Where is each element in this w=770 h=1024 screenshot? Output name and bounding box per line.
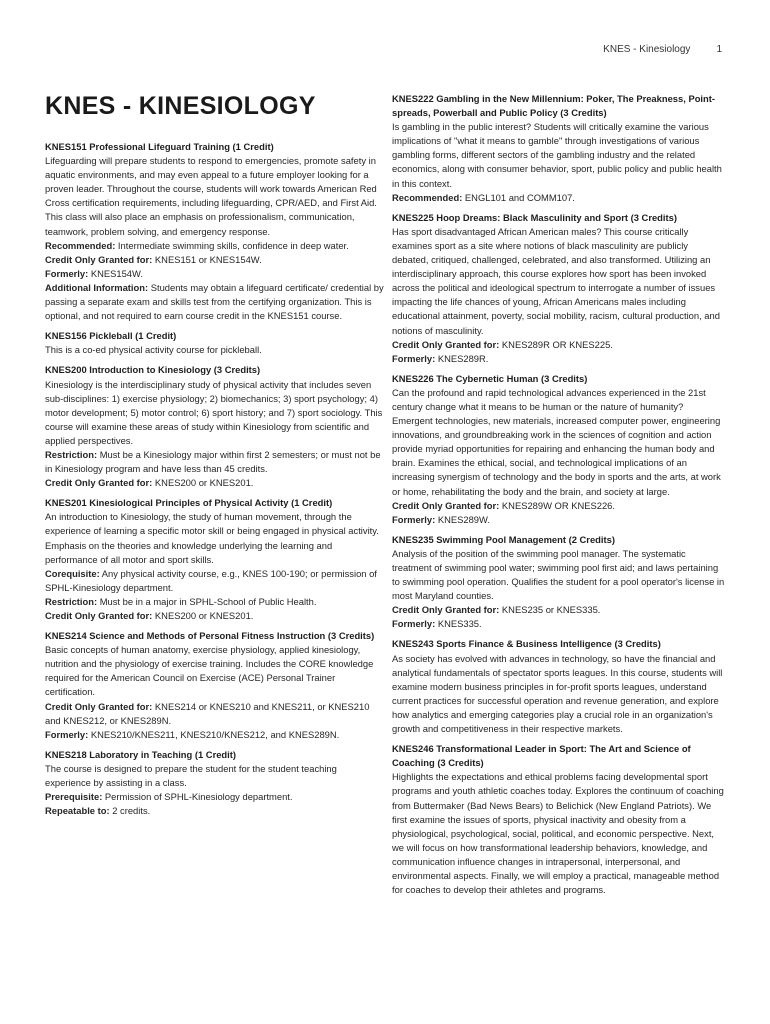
course-description: Basic concepts of human anatomy, exercise physiology, applied kinesiology, nutrition and the physiology of exercise training. Includes the CORE knowledge required for the American Council on Exercise (ACE) Personal Trainer certification. <box>45 644 374 698</box>
field-value: KNES200 or KNES201. <box>152 477 254 489</box>
field-label: Credit Only Granted for: <box>45 253 153 265</box>
course-title: KNES200 Introduction to Kinesiology (3 Credits) <box>45 364 261 376</box>
course-entry <box>45 629 385 742</box>
course-title: KNES151 Professional Lifeguard Training (1 Credit) <box>45 141 274 152</box>
course-title: KNES226 The Cybernetic Human (3 Credits) <box>392 372 588 384</box>
field-label: Additional Information: <box>45 281 149 293</box>
course-description: As society has evolved with advances in technology, so have the financial and analytical fundamentals of spectator sports leagues. In this course, students will examine modern business principles in for-profit sports leagues, understand current practices for successful operation and revenue generation, and explore how analytics and emerging categories play a crucial role in an organization's growth and competitiveness in their respective markets. <box>392 652 723 735</box>
course-entry <box>392 211 726 366</box>
right-column <box>392 92 726 903</box>
course-title: KNES235 Swimming Pool Management (2 Credits) <box>392 533 615 545</box>
field-value: Must be in a major in SPHL-School of Public Health. <box>97 595 317 607</box>
field-value: ENGL101 and COMM107. <box>462 191 575 203</box>
course-field <box>45 790 385 804</box>
course-field <box>392 513 726 527</box>
course-field <box>45 609 385 623</box>
field-value: KNES200 or KNES201. <box>152 610 254 621</box>
course-description: Is gambling in the public interest? Students will critically examine the various implications of "what it means to gamble" through investigations of various gambling forms, different sectors of the gambling industry and the related economics, along with consumer behavior, sport, public policy and public health in this context. <box>392 121 722 189</box>
field-label: Credit Only Granted for: <box>45 477 153 489</box>
course-entry <box>392 533 726 632</box>
course-description: The course is designed to prepare the student for the student teaching experience by assisting in a class. <box>45 762 337 789</box>
course-field <box>392 191 726 205</box>
field-value: KNES235 or KNES335. <box>499 604 601 616</box>
course-field <box>392 338 726 352</box>
course-description: Kinesiology is the interdisciplinary study of physical activity that includes seven sub-disciplines: 1) exercise physiology; 2) biomechanics; 3) sport psychology; 4) motor development; 5) motor control; 6) sport history; and 7) sport sociology. This course will examine these areas of study within Kinesiology from scientific and applied perspectives. <box>45 378 383 446</box>
field-value: KNES154W. <box>88 267 143 279</box>
field-label: Restriction: <box>45 448 98 460</box>
course-entry <box>392 92 726 205</box>
course-entry <box>392 637 726 736</box>
field-label: Restriction: <box>45 595 98 607</box>
field-label: Credit Only Granted for: <box>392 499 500 511</box>
field-label: Recommended: <box>392 191 463 203</box>
course-list-right <box>392 92 726 897</box>
course-description: An introduction to Kinesiology, the study of human movement, through the experience of learning a specific motor skill or being engaged in physical activity. Emphasis on the theories and knowledge underlying the learning and performance of all motor and sport skills. <box>45 511 379 565</box>
course-description: Highlights the expectations and ethical problems facing developmental sport programs and youth athletic coaches today. Explores the continuum of coaching from Buttermaker (Bad News Bears) to Belichick (New England Patriots). We first examine the issues of sports, physical inactivity and obesity from a physiological, psychological, social, political, and economic perspective. Next, we will focus on how transformational leadership behaviors, knowledge, and communication influence changes in intrapersonal, interpersonal, and environmental aspects. Finally, we will employ a practical, manageable method for coaches to develop their athletes and programs. <box>392 771 724 896</box>
course-title: KNES218 Laboratory in Teaching (1 Credit) <box>45 748 237 760</box>
course-field <box>45 567 385 595</box>
field-value: Permission of SPHL-Kinesiology department. <box>102 791 293 803</box>
course-description: Analysis of the position of the swimming pool manager. The systematic treatment of swimming pool water; swimming pool first aid; and laws pertaining to swimming pool operation. Qualifies the student for a pool operator's license in most Maryland counties. <box>392 547 725 602</box>
course-entry <box>45 496 385 623</box>
course-field <box>45 728 385 742</box>
course-list-left <box>45 140 385 818</box>
course-title: KNES222 Gambling in the New Millennium: Poker, The Preakness, Point-spreads, Powerball and Public Policy (3 Credits) <box>392 93 715 119</box>
page-number: 1 <box>716 44 722 55</box>
field-label: Credit Only Granted for: <box>45 700 153 712</box>
course-field <box>45 281 385 323</box>
course-title: KNES225 Hoop Dreams: Black Masculinity and Sport (3 Credits) <box>392 211 677 223</box>
course-field <box>45 700 385 728</box>
field-label: Formerly: <box>392 513 436 525</box>
running-header <box>603 44 722 55</box>
course-entry <box>45 329 385 357</box>
course-description: This is a co-ed physical activity course for pickleball. <box>45 344 262 356</box>
course-entry <box>392 742 726 897</box>
course-field <box>45 239 385 253</box>
course-field <box>392 603 726 617</box>
course-description: Has sport disadvantaged African American males? This course critically examines sport as a site where notions of black masculinity are publicly debated, critiqued, challenged, celebrated, and also transformed. Utilizing an interdisciplinary approach, this course explores how sport has been invoked across the political and ideological spectrum to interrogate a number of issues impacting the life chances of young, African Americans males including educational attainment, poverty, social mobility, racism, cultural production, and notions of masculinity. <box>392 225 720 336</box>
course-title: KNES201 Kinesiological Principles of Physical Activity (1 Credit) <box>45 497 333 509</box>
course-title: KNES214 Science and Methods of Personal Fitness Instruction (3 Credits) <box>45 630 375 642</box>
course-field <box>392 352 726 366</box>
course-entry <box>45 140 385 323</box>
course-description: Can the profound and rapid technological advances experienced in the 21st century change what it means to be human or the nature of humanity? Emergent technologies, new materials, increased computer power, engineering innovations, and groundbreaking work in the sciences of cognition and action provide myriad opportunities for repairing and enhancing the human body and brain. Examines the ethical, social, and technological implications of an increasing synergism of technology and the body in sports and the arts, at work or home, rehabilitating the body and the brain, and society at large. <box>392 386 721 497</box>
field-value: KNES151 or KNES154W. <box>152 253 262 265</box>
field-value: KNES289W. <box>435 513 490 525</box>
field-value: KNES210/KNES211, KNES210/KNES212, and KNES289N. <box>88 728 340 740</box>
course-field <box>392 499 726 513</box>
course-field <box>45 448 385 476</box>
field-label: Formerly: <box>392 618 436 630</box>
field-value: KNES289W OR KNES226. <box>499 499 615 511</box>
course-title: KNES156 Pickleball (1 Credit) <box>45 330 177 342</box>
field-label: Credit Only Granted for: <box>392 604 500 616</box>
field-value: KNES335. <box>435 618 482 630</box>
page-title: KNES - KINESIOLOGY <box>45 92 316 120</box>
field-value: KNES289R. <box>435 352 489 364</box>
field-value: KNES214 or KNES210 and KNES211, or KNES210 and KNES212, or KNES289N. <box>45 700 370 726</box>
course-field <box>45 267 385 281</box>
field-value: Intermediate swimming skills, confidence in deep water. <box>115 239 349 251</box>
course-title: KNES243 Sports Finance & Business Intelligence (3 Credits) <box>392 638 661 650</box>
field-value: KNES289R OR KNES225. <box>499 338 613 350</box>
field-value: Students may obtain a lifeguard certificate/ credential by passing a separate exam and skills test from the certifying organization. This is optional, and not required to earn course credit in the KNES151 course. <box>45 281 384 322</box>
field-value: Any physical activity course, e.g., KNES 100-190; or permission of SPHL-Kinesiology department. <box>45 567 377 593</box>
course-entry <box>392 372 726 527</box>
field-label: Credit Only Granted for: <box>392 338 500 350</box>
left-column <box>45 92 385 824</box>
course-field <box>392 617 726 631</box>
field-label: Formerly: <box>45 728 89 740</box>
field-label: Recommended: <box>45 239 116 251</box>
field-value: 2 credits. <box>109 805 151 817</box>
course-entry <box>45 363 385 490</box>
field-label: Corequisite: <box>45 567 100 579</box>
field-label: Repeatable to: <box>45 805 110 817</box>
course-field <box>45 804 385 818</box>
course-field <box>45 476 385 490</box>
course-description: Lifeguarding will prepare students to respond to emergencies, promote safety in aquatic environments, and may even appeal to a future employer looking for a proven leader. Throughout the course, students will work towards American Red Cross certification requirements, including lifeguarding, CPR/AED, and First Aid. This class will also place an emphasis on professionalism, communication, teamwork, problem solving, and emergency response. <box>45 155 377 237</box>
course-field <box>45 253 385 267</box>
running-title: KNES - Kinesiology <box>603 44 691 55</box>
course-title: KNES246 Transformational Leader in Sport: The Art and Science of Coaching (3 Credits) <box>392 743 691 769</box>
field-label: Formerly: <box>45 267 89 279</box>
field-label: Prerequisite: <box>45 791 103 803</box>
field-label: Formerly: <box>392 352 436 364</box>
field-label: Credit Only Granted for: <box>45 610 153 621</box>
course-field <box>45 595 385 609</box>
course-entry <box>45 748 385 818</box>
field-value: Must be a Kinesiology major within first 2 semesters; or must not be in Kinesiology program and have less than 45 credits. <box>45 448 381 475</box>
